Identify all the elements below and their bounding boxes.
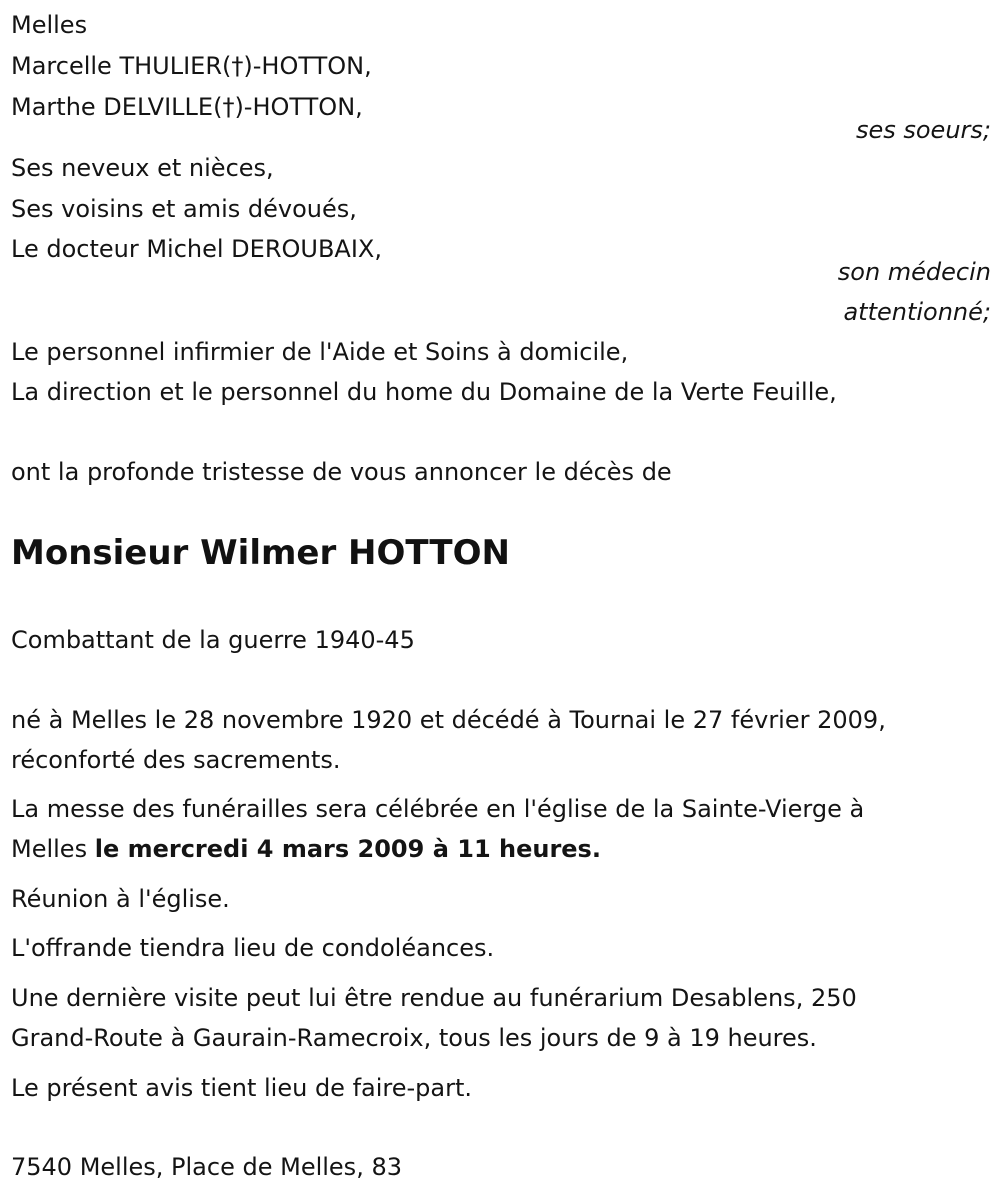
sisters-role: ses soeurs; xyxy=(855,116,991,144)
mass-place: Melles xyxy=(11,835,95,863)
nephews-line: Ses neveux et nièces, xyxy=(11,154,274,182)
address-line: 7540 Melles, Place de Melles, 83 xyxy=(11,1153,402,1181)
birth-death-line2: réconforté des sacrements. xyxy=(11,746,341,774)
deceased-title: Combattant de la guerre 1940-45 xyxy=(11,626,415,654)
offering-line: L'offrande tiendra lieu de condoléances. xyxy=(11,934,495,962)
sister-1: Marcelle THULIER(†)-HOTTON, xyxy=(11,52,372,80)
sisters-intro: Melles xyxy=(11,11,88,39)
doctor-role-line1: son médecin xyxy=(837,258,991,286)
nursing-line: Le personnel infirmier de l'Aide et Soins à domicile, xyxy=(11,338,629,366)
notice-line: Le présent avis tient lieu de faire-part. xyxy=(11,1074,473,1102)
gathering-line: Réunion à l'église. xyxy=(11,885,230,913)
announcement-intro: ont la profonde tristesse de vous annoncer le décès de xyxy=(11,458,672,486)
sister-2: Marthe DELVILLE(†)-HOTTON, xyxy=(11,93,363,121)
home-staff-line: La direction et le personnel du home du Domaine de la Verte Feuille, xyxy=(11,378,837,406)
birth-death-line1: né à Melles le 28 novembre 1920 et décédé à Tournai le 27 février 2009, xyxy=(11,706,886,734)
visit-line1: Une dernière visite peut lui être rendue au funérarium Desablens, 250 xyxy=(11,984,857,1012)
visit-line2: Grand-Route à Gaurain-Ramecroix, tous les jours de 9 à 19 heures. xyxy=(11,1024,817,1052)
deceased-name: Monsieur Wilmer HOTTON xyxy=(11,533,510,573)
mass-line1: La messe des funérailles sera célébrée en l'église de la Sainte-Vierge à xyxy=(11,795,865,823)
mass-date: le mercredi 4 mars 2009 à 11 heures. xyxy=(94,835,601,863)
neighbors-line: Ses voisins et amis dévoués, xyxy=(11,195,357,223)
doctor-role-line2: attentionné; xyxy=(843,298,991,326)
mass-line2 xyxy=(11,829,601,869)
obituary-notice xyxy=(11,0,991,1201)
doctor-line: Le docteur Michel DEROUBAIX, xyxy=(11,235,382,263)
